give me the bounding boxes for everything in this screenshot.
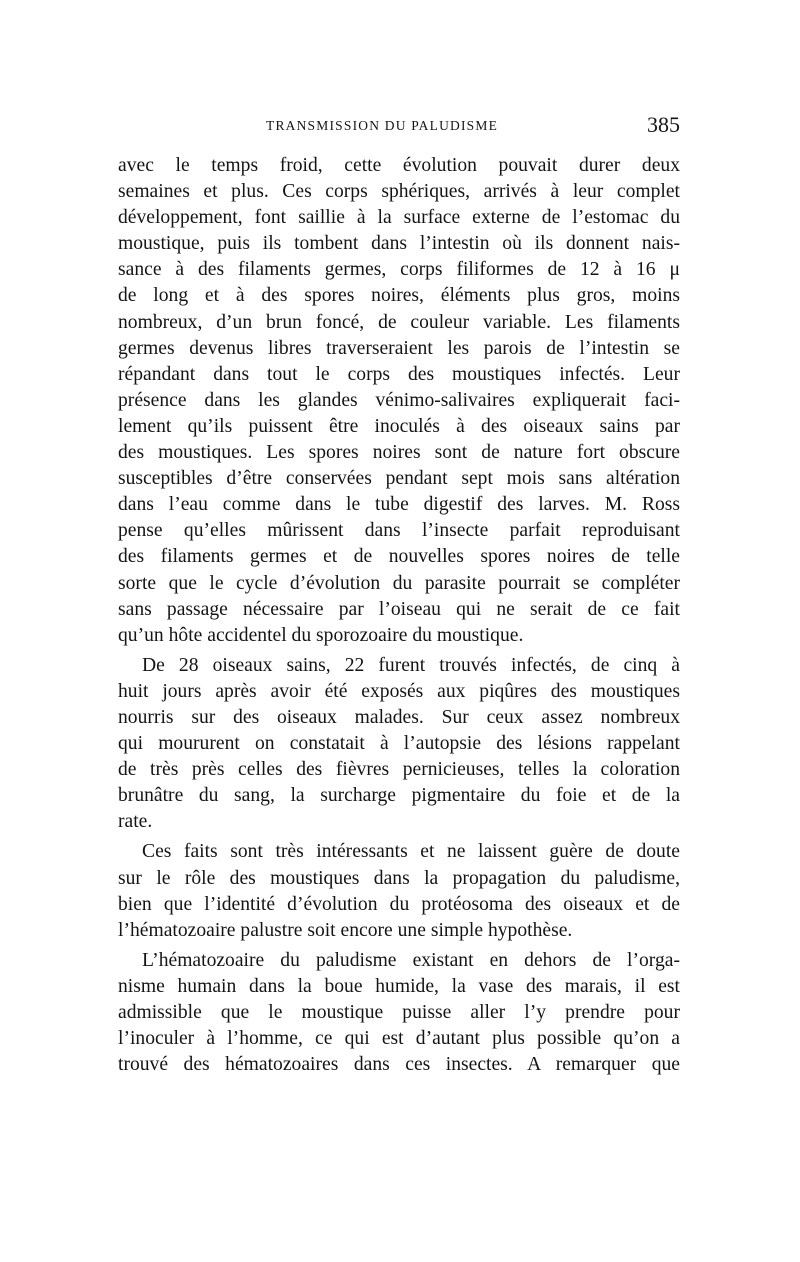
text-line: des filaments germes et de nouvelles spores noires de telle xyxy=(118,546,680,568)
text-line: pense qu’elles mûrissent dans l’insecte parfait reproduisant xyxy=(118,520,680,542)
text-line: nourris sur des oiseaux malades. Sur ceux assez nombreux xyxy=(118,706,680,728)
text-line: qu’un hôte accidentel du sporozoaire du moustique. xyxy=(118,624,524,646)
text-line: répandant dans tout le corps des moustiques infectés. Leur xyxy=(118,363,680,385)
text-line: De 28 oiseaux sains, 22 furent trouvés infectés, de cinq à xyxy=(142,654,680,676)
text-line: brunâtre du sang, la surcharge pigmentaire du foie et de la xyxy=(118,785,680,807)
text-line: de très près celles des fièvres pernicieuses, telles la coloration xyxy=(118,759,680,781)
text-line: sur le rôle des moustiques dans la propagation du paludisme, xyxy=(118,867,680,889)
paragraph xyxy=(118,653,680,836)
text-line: Ces faits sont très intéressants et ne laissent guère de doute xyxy=(142,841,680,863)
text-line: nombreux, d’un brun foncé, de couleur variable. Les filaments xyxy=(118,311,680,333)
text-line: qui moururent on constatait à l’autopsie des lésions rappelant xyxy=(118,733,680,755)
page-number: 385 xyxy=(647,112,680,137)
paragraph xyxy=(118,948,680,1078)
text-line: admissible que le moustique puisse aller l’y prendre pour xyxy=(118,1002,680,1023)
running-title: TRANSMISSION DU PALUDISME xyxy=(266,118,499,133)
text-line: germes devenus libres traverseraient les parois de l’intestin se xyxy=(118,337,680,359)
body-text xyxy=(118,153,680,1078)
text-line: sans passage nécessaire par l’oiseau qui ne serait de ce fait xyxy=(118,598,680,620)
text-line: des moustiques. Les spores noires sont de nature fort obscure xyxy=(118,442,680,464)
text-line: l’hématozoaire palustre soit encore une simple hypothèse. xyxy=(118,919,573,941)
paragraph xyxy=(118,153,680,649)
text-line: rate. xyxy=(118,811,153,833)
text-line: avec le temps froid, cette évolution pouvait durer deux xyxy=(118,155,680,176)
paragraph xyxy=(118,839,680,943)
text-line: semaines et plus. Ces corps sphériques, arrivés à leur complet xyxy=(118,181,680,203)
text-line: susceptibles d’être conservées pendant sept mois sans altération xyxy=(118,468,680,490)
text-line: L’hématozoaire du paludisme existant en dehors de l’orga- xyxy=(142,949,680,971)
text-line: de long et à des spores noires, éléments plus gros, moins xyxy=(118,285,680,307)
text-line: huit jours après avoir été exposés aux piqûres des moustiques xyxy=(118,680,680,702)
text-line: trouvé des hématozoaires dans ces insectes. A remarquer que xyxy=(118,1054,680,1076)
text-line: dans l’eau comme dans le tube digestif des larves. M. Ross xyxy=(118,494,680,516)
text-line: sorte que le cycle d’évolution du parasite pourrait se compléter xyxy=(118,572,680,594)
text-line: présence dans les glandes vénimo-salivaires expliquerait faci- xyxy=(118,389,680,411)
text-line: nisme humain dans la boue humide, la vase des marais, il est xyxy=(118,975,680,997)
text-line: développement, font saillie à la surface externe de l’estomac du xyxy=(118,207,680,229)
text-line: lement qu’ils puissent être inoculés à des oiseaux sains par xyxy=(118,415,680,437)
text-line: bien que l’identité d’évolution du protéosoma des oiseaux et de xyxy=(118,893,680,915)
text-line: sance à des filaments germes, corps filiformes de 12 à 16 μ xyxy=(118,259,680,281)
text-line: l’inoculer à l’homme, ce qui est d’autant plus possible qu’on a xyxy=(118,1028,680,1050)
page-header xyxy=(118,112,680,142)
text-line: moustique, puis ils tombent dans l’intestin où ils donnent nais- xyxy=(118,233,680,255)
